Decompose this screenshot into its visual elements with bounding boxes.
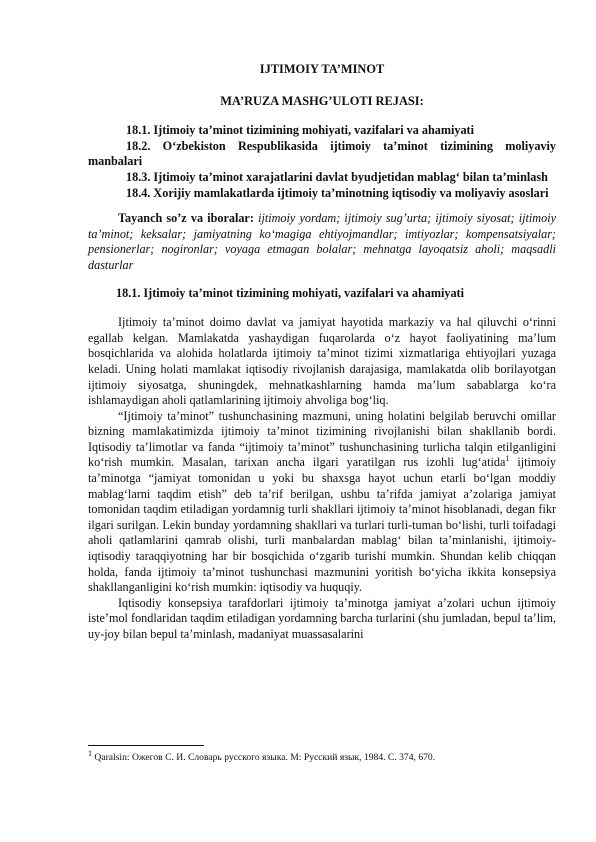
paragraph-1: Ijtimoiy ta’minot doimo davlat va jamiyat hayotida markaziy va hal qiluvchi o‘rinni egallab kelgan. Mamlakatda yashaydigan fuqarolarda o‘z hayot faoliyatining ma’lum bosqichlarida va alohida holatlarda ijtimoiy ta’minot tizimi xizmatlariga ehtiyojlari yuzaga keladi. Uning holati mamlakat iqtisodiy rivojlanish darajasiga, mamlakatda olib borilayotgan ijtimoiy siyosatga, shuningdek, mehnatkashlarning hamda ma’lum sabablarga ko‘ra ishlamaydigan aholi qatlamlarining ijtimoiy ahvoliga bog‘liq. (88, 315, 556, 408)
paragraph-3: Iqtisodiy konsepsiya tarafdorlari ijtimoiy ta’minotga jamiyat a’zolari uchun ijtimoiy iste’mol fondlaridan taqdim etiladigan yordamning barcha turlarini (shu jumladan, bepul ta’lim, uy-joy bilan bepul ta’minlash, madaniyat muassasalarini (88, 595, 556, 641)
keywords-text: ijtimoiy yordam; ijtimoiy sug’urta; ijtimoiy siyosat; ijtimoiy ta’minot; keksalar; jamiyatning ko‘magiga ehtiyojmandlar; imtiyozlar; kompensatsiyalar; pensionerlar; nogironlar; voyaga etmagan bolalar; mehnatga layoqatsiz aholi; maqsadli dasturlar (88, 211, 557, 272)
footnote-divider (88, 745, 204, 746)
paragraph-2-part-a: “Ijtimoiy ta’minot” tushunchasining mazmuni, uning holatini belgilab beruvchi omillar bizning mamlakatimizda ijtimoiy ta’minot tizimining rivojlanishi bilan shakllanib bordi. Iqtisodiy ta’limotlar va fanda “ijtimoiy ta’minot” tushunchasining turlicha talqin etilganligini ko‘rish mumkin. Masalan, tarixan ancha ilgari yaratilgan rus izohli lug‘atida (88, 408, 556, 470)
plan-item: 18.3. Ijtimoiy ta’minot xarajatlarini davlat byudjetidan mablag‘ bilan ta’minlash (126, 169, 548, 184)
footnote-number: 1 (88, 748, 92, 758)
footnote (88, 748, 556, 764)
keywords-paragraph (88, 211, 556, 273)
paragraph-2 (88, 409, 556, 596)
keywords-label: Tayanch so’z va iboralar: (118, 211, 254, 226)
document-title: IJTIMOIY TA’MINOT (259, 62, 385, 76)
plan-item: 18.2. O‘zbekiston Respublikasida ijtimoiy ta’minot tizimining moliyaviy manbalari (88, 138, 556, 169)
body-text (88, 315, 556, 642)
plan-title: MA’RUZA MASHG’ULOTI REJASI: (220, 93, 424, 108)
plan-item: 18.4. Xorijiy mamlakatlarda ijtimoiy ta’minotning iqtisodiy va moliyaviy asoslari (126, 185, 549, 200)
section-heading: 18.1. Ijtimoiy ta’minot tizimining mohiyati, vazifalari va ahamiyati (116, 285, 464, 300)
plan-list (88, 123, 556, 201)
plan-item: 18.1. Ijtimoiy ta’minot tizimining mohiyati, vazifalari va ahamiyati (126, 123, 474, 138)
footnote-text: Qaralsin: Ожегов С. И. Словарь русского языка. М: Русский язык, 1984. С. 374, 670. (92, 752, 436, 763)
paragraph-2-part-b: ijtimoiy ta’minotga “jamiyat tomonidan u yoki bu shaxsga hayot uchun etarli bo‘lgan moddiy mablag‘larni taqdim etish” deb ta’rif berilgan, ushbu ta’rifda jamiyat a’zolariga jamiyat tomonidan taqdim etiladigan yordamnig turli shakllari ijtimoiy ta’minot hisoblanadi, degan fikr ilgari surilgan. Lekin bunday yordamning shakllari va turlari turli-tuman bo‘lishi, turli toifadagi aholi qatlamlarini qamrab olishi, turli manbalardan mablag‘ bilan ta’minlanishi, ijtimoiy-iqtisodiy taraqqiyotning har bir bosqichida o‘zgarib turishi mumkin. Shundan kelib chiqqan holda, fanda ijtimoiy ta’minot tushunchasi mazmunini yoritish bo‘yicha ikkita konsepsiya shakllanganligini ko‘rish mumkin: iqtisodiy va huquqiy. (88, 455, 556, 595)
page-content (88, 62, 556, 643)
footnote-reference[interactable]: 1 (505, 454, 510, 464)
